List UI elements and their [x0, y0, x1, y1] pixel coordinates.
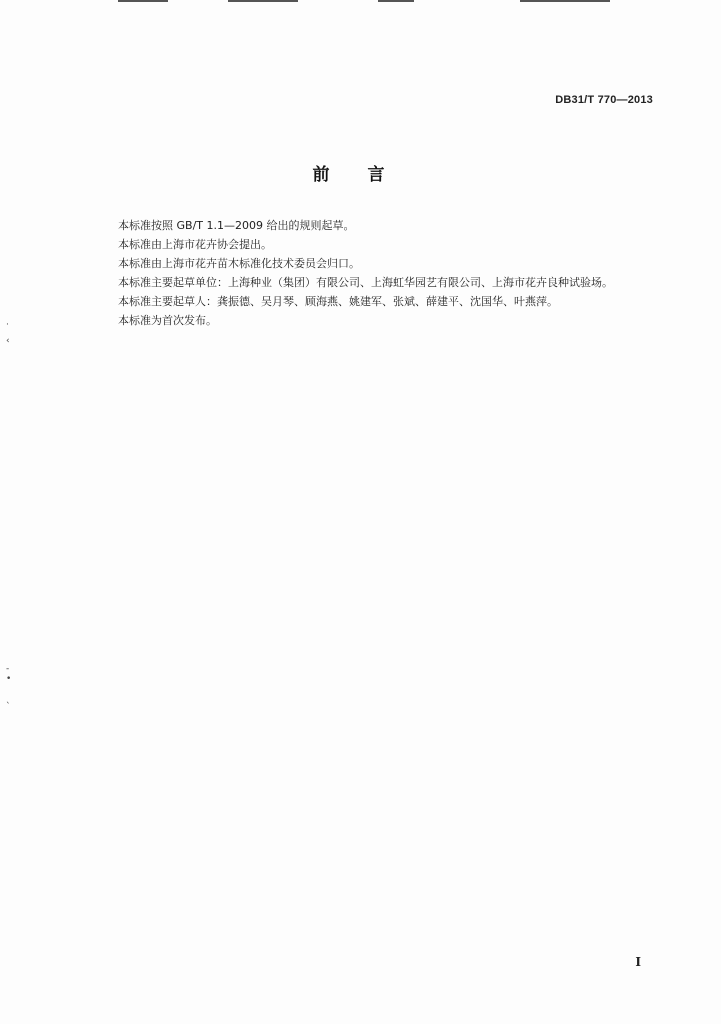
binding-hole-mark: · — [6, 320, 9, 330]
foreword-body — [118, 216, 678, 330]
binding-hole-mark: ‹ — [6, 336, 10, 346]
foreword-paragraph: 本标准主要起草单位：上海种业（集团）有限公司、上海虹华园艺有限公司、上海市花卉良种试验场。 — [118, 276, 613, 289]
foreword-paragraph: 本标准主要起草人：龚振德、吴月琴、顾海燕、姚建军、张斌、薛建平、沈国华、叶燕萍。 — [118, 295, 558, 308]
foreword-paragraph: 本标准为首次发布。 — [118, 314, 217, 327]
standard-code: DB31/T 770—2013 — [555, 94, 653, 106]
foreword-paragraph: 本标准由上海市花卉协会提出。 — [118, 238, 272, 251]
scan-artifact — [118, 0, 168, 2]
scan-artifact — [378, 0, 414, 2]
binding-hole-mark: - — [6, 664, 10, 674]
binding-hole-mark: • — [6, 674, 12, 684]
page-title: 前言 — [312, 165, 423, 185]
scan-artifact — [228, 0, 298, 2]
binding-hole-mark: ` — [6, 702, 11, 712]
foreword-paragraph: 本标准由上海市花卉苗木标准化技术委员会归口。 — [118, 257, 360, 270]
page-number: I — [635, 955, 641, 969]
foreword-paragraph: 本标准按照 GB/T 1.1—2009 给出的规则起草。 — [118, 219, 355, 232]
scan-artifact — [520, 0, 610, 2]
